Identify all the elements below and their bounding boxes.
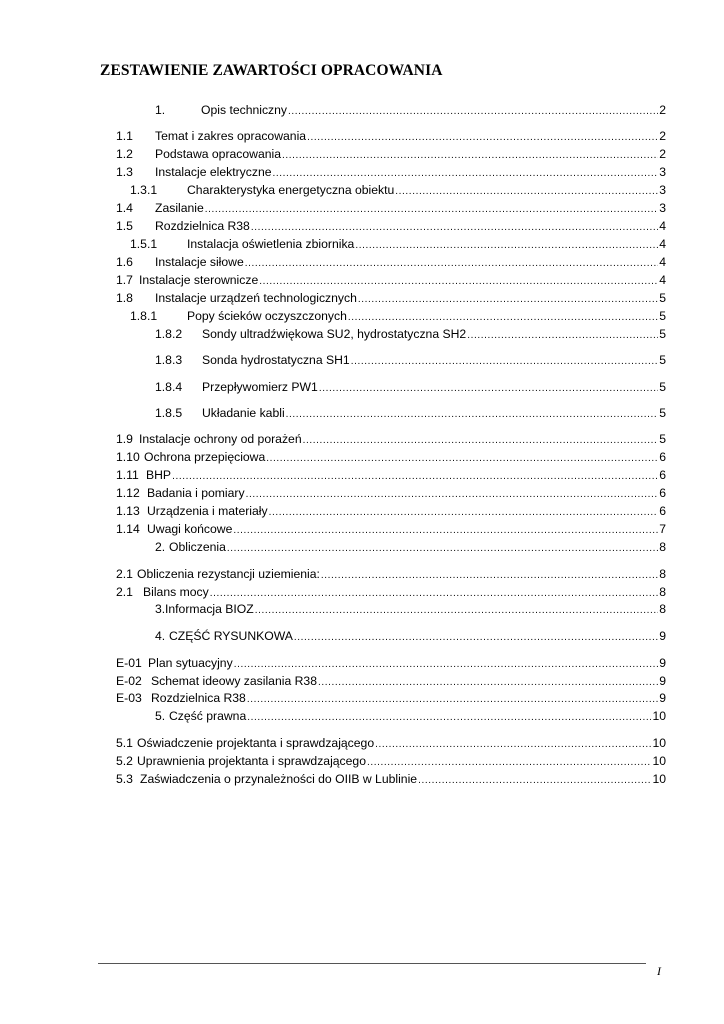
toc-entry-page: 9 <box>659 691 666 705</box>
toc-entry-number: 1.8.3 <box>155 353 183 367</box>
toc-entry-page: 8 <box>659 602 666 616</box>
toc-entry-number: 1.8.1 <box>130 309 158 323</box>
toc-entry[interactable] <box>116 655 666 671</box>
toc-entry-page: 5 <box>659 309 666 323</box>
toc-entry-page: 6 <box>659 450 666 464</box>
toc-entry[interactable] <box>116 673 666 689</box>
toc-leader-dots <box>255 603 658 619</box>
toc-entry[interactable] <box>116 200 666 216</box>
toc-entry-page: 8 <box>659 585 666 599</box>
toc-entry-number: 1.3.1 <box>130 183 158 197</box>
toc-entry-page: 9 <box>659 629 666 643</box>
toc-leader-dots <box>351 354 659 370</box>
toc-entry-label: Uprawnienia projektanta i sprawdzającego <box>137 754 366 768</box>
toc-entry-page: 5 <box>659 327 666 341</box>
toc-entry[interactable] <box>116 771 666 787</box>
toc-entry[interactable] <box>116 467 666 483</box>
toc-entry[interactable] <box>116 503 666 519</box>
toc-entry-page: 5 <box>659 353 666 367</box>
toc-entry-number: 1.4 <box>116 201 133 215</box>
toc-entry[interactable] <box>116 128 666 144</box>
toc-leader-dots <box>269 505 659 521</box>
toc-entry-label: Układanie kabli <box>202 406 285 420</box>
toc-leader-dots <box>172 469 658 485</box>
toc-leader-dots <box>251 220 658 236</box>
toc-entry-label: Obliczenia rezystancji uziemienia: <box>137 567 320 581</box>
toc-leader-dots <box>358 292 658 308</box>
toc-entry[interactable] <box>155 708 666 724</box>
toc-entry-number: 1.12 <box>116 486 140 500</box>
toc-leader-dots <box>273 166 659 182</box>
toc-entry-label: Zasilanie <box>155 201 204 215</box>
toc-entry-number: 5.1 <box>116 736 133 750</box>
toc-entry-number: 1.5.1 <box>130 237 158 251</box>
toc-entry[interactable] <box>130 308 666 324</box>
toc-leader-dots <box>288 104 658 120</box>
toc-leader-dots <box>395 184 658 200</box>
toc-entry-label: Ochrona przepięciowa <box>144 450 266 464</box>
toc-leader-dots <box>266 451 658 467</box>
toc-entry-label: Schemat ideowy zasilania R38 <box>151 674 317 688</box>
toc-leader-dots <box>282 148 658 164</box>
toc-entry-page: 9 <box>659 656 666 670</box>
toc-entry-label: Opis techniczny <box>201 103 288 117</box>
toc-leader-dots <box>259 274 658 290</box>
toc-entry-page: 10 <box>652 709 666 723</box>
toc-entry-number: 1.8.2 <box>155 327 183 341</box>
toc-entry-page: 4 <box>659 237 666 251</box>
toc-entry[interactable] <box>116 566 666 582</box>
toc-entry[interactable] <box>116 254 666 270</box>
toc-entry-number: 1.3 <box>116 165 133 179</box>
toc-entry[interactable] <box>116 431 666 447</box>
toc-entry-page: 5 <box>659 406 666 420</box>
toc-entry-number: 1.14 <box>116 522 140 536</box>
toc-leader-dots <box>247 692 658 708</box>
toc-entry-number: 1.6 <box>116 255 133 269</box>
toc-entry-label: Sondy ultradźwiękowa SU2, hydrostatyczna SH2 <box>202 327 467 341</box>
toc-leader-dots <box>247 710 651 726</box>
toc-leader-dots <box>303 433 659 449</box>
toc-leader-dots <box>294 630 658 646</box>
toc-entry-number: 2.1 <box>116 567 133 581</box>
toc-entry-page: 7 <box>659 522 666 536</box>
toc-entry[interactable] <box>116 753 666 769</box>
toc-entry-number: 3. <box>155 602 166 616</box>
toc-entry-label: CZĘŚĆ RYSUNKOWA <box>169 629 293 643</box>
toc-entry-number: 1.5 <box>116 219 133 233</box>
toc-entry[interactable] <box>116 735 666 751</box>
toc-entry-label: Instalacje siłowe <box>155 255 244 269</box>
toc-leader-dots <box>286 407 659 423</box>
toc-entry[interactable] <box>116 584 666 600</box>
toc-leader-dots <box>307 130 658 146</box>
toc-entry[interactable] <box>155 601 666 617</box>
toc-entry-number: 1.10 <box>116 450 140 464</box>
toc-leader-dots <box>234 657 659 673</box>
toc-entry-label: BHP <box>146 468 172 482</box>
toc-entry[interactable] <box>116 485 666 501</box>
toc-leader-dots <box>467 328 658 344</box>
toc-entry-page: 4 <box>659 219 666 233</box>
toc-leader-dots <box>318 675 658 691</box>
toc-entry-number: 4. <box>155 629 166 643</box>
toc-entry-page: 8 <box>659 540 666 554</box>
toc-entry-page: 8 <box>659 567 666 581</box>
toc-leader-dots <box>319 381 658 397</box>
toc-entry-number: 2. <box>155 540 166 554</box>
toc-entry-page: 4 <box>659 255 666 269</box>
toc-entry-page: 10 <box>652 754 666 768</box>
toc-entry-label: Popy ścieków oczyszczonych <box>187 309 347 323</box>
toc-entry-page: 3 <box>659 201 666 215</box>
toc-entry-label: Urządzenia i materiały <box>147 504 268 518</box>
toc-entry-number: 1.2 <box>116 147 133 161</box>
toc-entry-page: 3 <box>659 183 666 197</box>
toc-entry-label: Badania i pomiary <box>147 486 245 500</box>
toc-leader-dots <box>210 586 659 602</box>
toc-entry[interactable] <box>155 539 666 555</box>
toc-entry-page: 5 <box>659 291 666 305</box>
toc-entry-number: 2.1 <box>116 585 133 599</box>
toc-entry-page: 6 <box>659 486 666 500</box>
toc-entry[interactable] <box>116 449 666 465</box>
toc-entry-page: 6 <box>659 468 666 482</box>
toc-entry-number: 1.7 <box>116 273 133 287</box>
toc-entry[interactable] <box>155 628 666 644</box>
toc-leader-dots <box>355 238 658 254</box>
toc-entry[interactable] <box>116 218 666 234</box>
toc-entry[interactable] <box>116 164 666 180</box>
toc-entry-page: 10 <box>652 736 666 750</box>
toc-entry-number: 1. <box>155 103 166 117</box>
toc-entry-label: Rozdzielnica R38 <box>151 691 246 705</box>
toc-entry-label: Obliczenia <box>169 540 226 554</box>
toc-entry[interactable] <box>116 690 666 706</box>
toc-entry[interactable] <box>116 272 666 288</box>
toc-leader-dots <box>246 487 659 503</box>
toc-entry[interactable] <box>155 326 666 342</box>
toc-entry-label: Oświadczenie projektanta i sprawdzającego <box>137 736 375 750</box>
toc-entry[interactable] <box>155 405 666 421</box>
toc-entry[interactable] <box>116 290 666 306</box>
toc-entry-label: Instalacje ochrony od porażeń <box>139 432 302 446</box>
toc-entry[interactable] <box>130 236 666 252</box>
toc-entry-label: Podstawa opracowania <box>155 147 282 161</box>
toc-entry-label: Informacja BIOZ <box>165 602 254 616</box>
toc-entry-number: E-03 <box>116 691 142 705</box>
toc-leader-dots <box>227 541 658 557</box>
toc-entry-page: 4 <box>659 273 666 287</box>
toc-entry-page: 2 <box>659 147 666 161</box>
toc-leader-dots <box>233 523 658 539</box>
toc-entry[interactable] <box>116 521 666 537</box>
toc-entry-number: 1.8 <box>116 291 133 305</box>
toc-entry-number: 1.8.5 <box>155 406 183 420</box>
toc-entry-number: E-02 <box>116 674 142 688</box>
toc-entry-page: 3 <box>659 165 666 179</box>
toc-entry[interactable] <box>155 102 666 118</box>
toc-entry-label: Charakterystyka energetyczna obiektu <box>187 183 395 197</box>
toc-entry-number: 1.9 <box>116 432 133 446</box>
toc-entry-label: Instalacje sterownicze <box>139 273 259 287</box>
toc-entry-label: Temat i zakres opracowania <box>155 129 307 143</box>
toc-entry-number: 1.11 <box>116 468 139 482</box>
toc-entry-page: 10 <box>652 772 666 786</box>
toc-entry-label: Sonda hydrostatyczna SH1 <box>202 353 350 367</box>
toc-entry-number: E-01 <box>116 656 142 670</box>
toc-entry-number: 5.3 <box>116 772 133 786</box>
toc-entry-number: 1.1 <box>116 129 133 143</box>
toc-leader-dots <box>321 568 658 584</box>
toc-entry-page: 2 <box>659 129 666 143</box>
toc-entry-page: 6 <box>659 504 666 518</box>
toc-entry-page: 2 <box>659 103 666 117</box>
toc-entry-label: Instalacje elektryczne <box>155 165 272 179</box>
toc-entry-page: 9 <box>659 674 666 688</box>
toc-leader-dots <box>205 202 658 218</box>
toc-entry-number: 5. <box>155 709 166 723</box>
toc-entry-page: 5 <box>659 380 666 394</box>
toc-entry-number: 1.8.4 <box>155 380 183 394</box>
toc-entry-label: Plan sytuacyjny <box>148 656 233 670</box>
toc-entry[interactable] <box>155 352 666 368</box>
toc-leader-dots <box>245 256 658 272</box>
toc-leader-dots <box>375 737 651 753</box>
toc-entry-label: Rozdzielnica R38 <box>155 219 250 233</box>
toc-entry-label: Bilans mocy <box>143 585 209 599</box>
toc-entry-label: Instalacje urządzeń technologicznych <box>155 291 357 305</box>
toc-entry[interactable] <box>130 182 666 198</box>
footer-divider <box>98 963 646 964</box>
toc-entry-label: Instalacja oświetlenia zbiornika <box>187 237 355 251</box>
toc-entry-label: Część prawna <box>169 709 247 723</box>
toc-entry[interactable] <box>155 379 666 395</box>
toc-leader-dots <box>418 773 651 789</box>
toc-leader-dots <box>367 755 651 771</box>
toc-entry-number: 1.13 <box>116 504 140 518</box>
toc-entry-label: Zaświadczenia o przynależności do OIIB w Lublinie <box>140 772 418 786</box>
toc-entry-label: Uwagi końcowe <box>147 522 233 536</box>
page-title: ZESTAWIENIE ZAWARTOŚCI OPRACOWANIA <box>100 62 443 79</box>
toc-entry[interactable] <box>116 146 666 162</box>
toc-entry-number: 5.2 <box>116 754 133 768</box>
page-number: I <box>657 964 661 978</box>
toc-entry-page: 5 <box>659 432 666 446</box>
toc-entry-label: Przepływomierz PW1 <box>202 380 318 394</box>
toc-leader-dots <box>348 310 658 326</box>
